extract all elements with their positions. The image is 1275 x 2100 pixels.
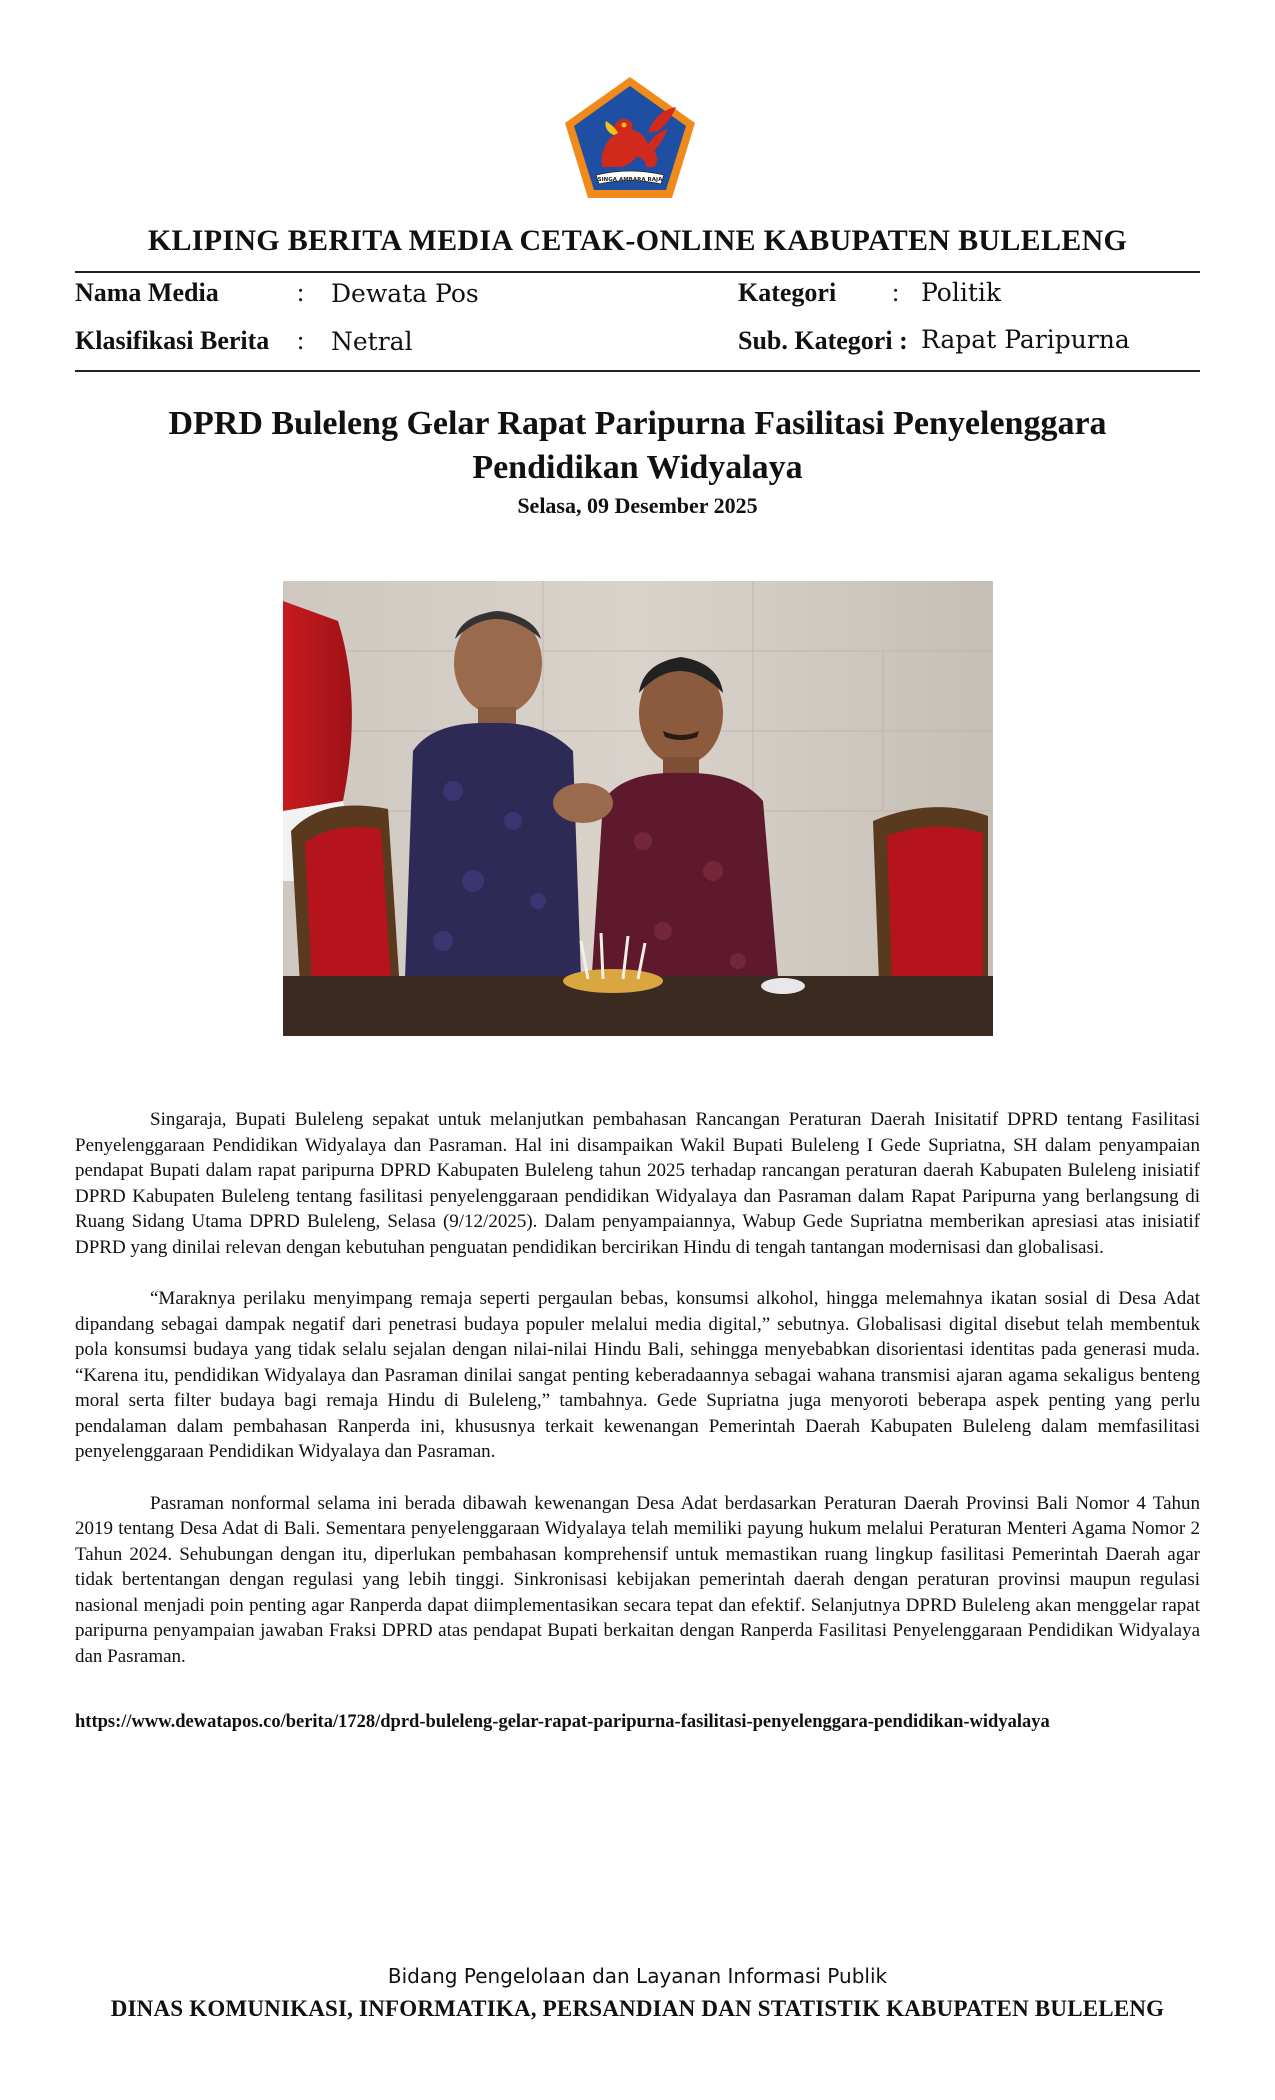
glass xyxy=(761,978,805,994)
subcategory-label: Sub. Kategori : xyxy=(738,326,908,355)
offering-tray xyxy=(563,969,663,993)
classification-colon: : xyxy=(297,326,305,355)
article-date: Selasa, 09 Desember 2025 xyxy=(517,493,758,518)
media-name-value: Dewata Pos xyxy=(331,279,479,308)
article-photo xyxy=(283,581,993,1036)
subcategory-value: Rapat Paripurna xyxy=(921,325,1130,354)
media-name-colon: : xyxy=(297,278,305,307)
article-body xyxy=(75,1107,1200,1695)
svg-text:SINGA AMBARA RAJA: SINGA AMBARA RAJA xyxy=(597,177,663,183)
media-name-label: Nama Media xyxy=(75,278,219,307)
category-value: Politik xyxy=(921,278,1002,307)
photo-illustration xyxy=(283,581,993,1036)
lion-eye xyxy=(622,123,627,128)
article-paragraph-3: Pasraman nonformal selama ini berada dibawah kewenangan Desa Adat berdasarkan Peraturan Daerah Provinsi Bali Nomor 4 Tahun 2019 tentang Desa Adat di Bali. Sementara penyelenggaraan Widyalaya telah memiliki payung hukum melalui Peraturan Menteri Agama Nomor 2 Tahun 2024. Sehubungan dengan itu, diperlukan pembahasan komprehensif untuk memastikan ruang lingkup fasilitasi Pemerintah Daerah agar tidak bertentangan dengan regulasi yang lebih tinggi. Sinkronisasi kebijakan pemerintah daerah dengan peraturan provinsi maupun regulasi nasional menjadi poin penting agar Ranperda dapat diimplementasikan secara tepat dan efektif. Selanjutnya DPRD Buleleng akan menggelar rapat paripurna penyampaian jawaban Fraksi DPRD atas pendapat Bupati berkaitan dengan Ranperda Fasilitasi Penyelenggaraan Pendidikan Widyalaya dan Pasraman. xyxy=(75,1492,1200,1667)
source-url-link[interactable]: https://www.dewatapos.co/berita/1728/dprd-buleleng-gelar-rapat-paripurna-fasilitasi-penyelenggara-pendidikan-widyalaya xyxy=(75,1712,1050,1732)
category-colon: : xyxy=(892,278,900,307)
article-headline: DPRD Buleleng Gelar Rapat Paripurna Fasilitasi Penyelenggara Pendidikan Widyalaya xyxy=(168,405,1107,486)
handshake xyxy=(553,783,613,823)
classification-label: Klasifikasi Berita xyxy=(75,326,270,355)
article-paragraph-2: “Maraknya perilaku menyimpang remaja seperti pergaulan bebas, konsumsi alkohol, hingga melemahnya ikatan sosial di Desa Adat dipandang sebagai dampak negatif dari penetrasi budaya populer melalui media digital,” sebutnya. Globalisasi digital disebut telah membentuk pola konsumsi budaya yang tidak selalu sejalan dengan nilai-nilai Hindu Bali, sehingga menyebabkan disorientasi identitas pada generasi muda. “Karena itu, pendidikan Widyalaya dan Pasraman dinilai sangat penting keberadaannya sebagai wahana transmisi ajaran agama sekaligus benteng moral serta filter budaya bagi remaja Hindu di Buleleng,” tambahnya. Gede Supriatna juga menyoroti beberapa aspek penting yang perlu pendalaman dalam pembahasan Ranperda ini, khususnya terkait kewenangan Pemerintah Daerah Kabupaten Buleleng dalam memfasilitasi penyelenggaraan Pendidikan Widyalaya dan Pasraman. xyxy=(75,1288,1200,1462)
footer-agency-name: DINAS KOMUNIKASI, INFORMATIKA, PERSANDIAN DAN STATISTIK KABUPATEN BULELENG xyxy=(110,1996,1165,2021)
footer-unit-name: Bidang Pengelolaan dan Layanan Informasi Publik xyxy=(387,1964,888,1988)
emblem-svg xyxy=(562,75,698,201)
article-paragraph-1: Singaraja, Bupati Buleleng sepakat untuk melanjutkan pembahasan Rancangan Peraturan Daerah Inisitatif DPRD tentang Fasilitasi Penyelenggaraan Pendidikan Widyalaya dan Pasraman. Hal ini disampaikan Wakil Bupati Buleleng I Gede Supriatna, SH dalam penyampaian pendapat Bupati dalam rapat paripurna DPRD Kabupaten Buleleng tahun 2025 terhadap rancangan peraturan daerah Kabupaten Buleleng inisiatif DPRD Kabupaten Buleleng tentang fasilitasi penyelenggaraan pendidikan Widyalaya dan Pasraman dalam Rapat Paripurna yang berlangsung di Ruang Sidang Utama DPRD Buleleng, Selasa (9/12/2025). Dalam penyampaiannya, Wabup Gede Supriatna memberikan apresiasi atas inisiatif DPRD yang dinilai relevan dengan kebutuhan penguatan pendidikan bercirikan Hindu di tengah tantangan modernisasi dan globalisasi. xyxy=(75,1109,1200,1258)
header-top-divider xyxy=(75,271,1200,273)
clipping-header-title: KLIPING BERITA MEDIA CETAK-ONLINE KABUPATEN BULELENG xyxy=(147,224,1128,257)
metadata-bottom-divider xyxy=(75,370,1200,372)
regency-emblem-logo xyxy=(562,75,698,201)
classification-value: Netral xyxy=(331,327,413,356)
category-label: Kategori xyxy=(738,278,837,307)
